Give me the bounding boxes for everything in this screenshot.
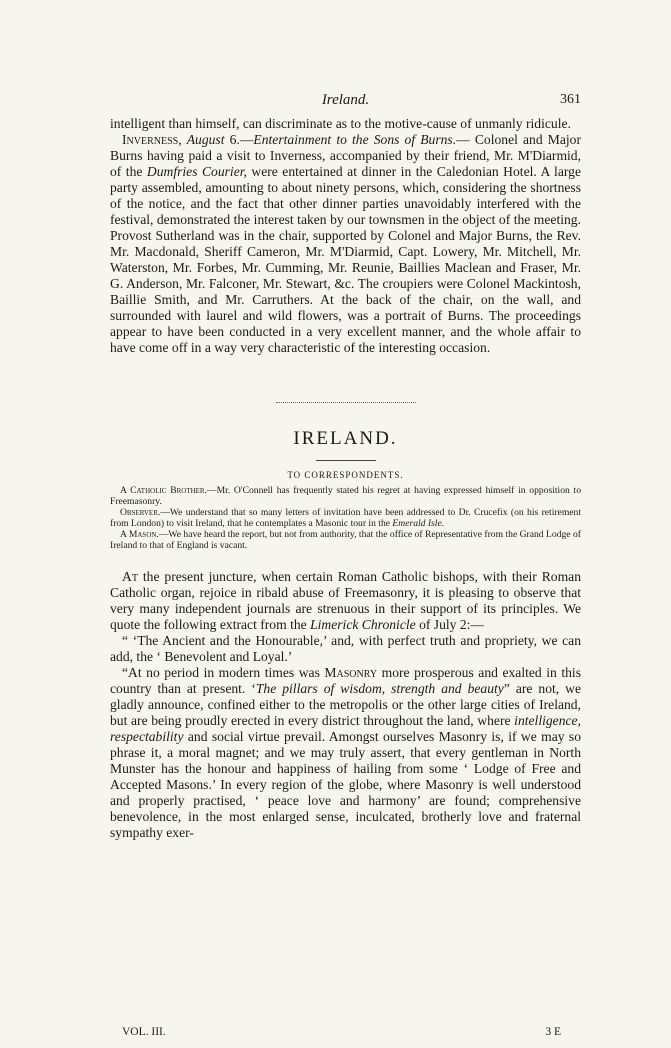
paragraph-inverness: Inverness, August 6.—Entertainment to the Sons of Burns.— Colonel and Major Burns having paid a visit to Inverness, accompanied by their friend, Mr. M'Diarmid, of the Dumfries Courier, were entertained at dinner in the Caledonian Hotel. A large party assembled, amounting to about ninety persons, which, considering the shortness of the notice, and the fact that other dinner parties unavoidably interfered with the festival, demonstrated the interest taken by our townsmen in the object of the meeting. Provost Sutherland was in the chair, supported by Colonel and Major Burns, the Rev. Mr. Macdonald, Sheriff Cameron, Mr. M'Diarmid, Capt. Lowery, Mr. Mitchell, Mr. Waterston, Mr. Forbes, Mr. Cumming, Mr. Reunie, Baillies Maclean and Fraser, Mr. G. Anderson, Mr. Falconer, Mr. Stewart, &c. The croupiers were Colonel Mackintosh, Baillie Smith, and Mr. Carruthers. At the back of the chair, on the wall, and surrounded with laurel and wild flowers, was a portrait of Burns. The proceedings appear to have been conducted in a very excellent manner, and the whole affair to have come off in a way very characteristic of the interesting occasion.: [110, 132, 581, 355]
paragraph-juncture: At the present juncture, when certain Roman Catholic bishops, with their Roman Catholic organ, rejoice in ribald abuse of Freemasonry, it is pleasing to observe that very many independent journals are strenuous in their support of its principles. We quote the following extract from the Limerick Chronicle of July 2:—: [110, 569, 581, 632]
running-title: Ireland.: [321, 92, 370, 108]
page-number: 361: [560, 92, 581, 107]
correspondent-note: Observer.—We understand that so many letters of invitation have been addressed to Dr. Crucefix (on his retirement from London) to visit Ireland, that he contemplates a Masonic tour in the Emerald Isle.: [110, 507, 581, 529]
signature-mark: 3 E: [545, 1026, 561, 1038]
newspaper-name: Dumfries Courier,: [146, 164, 247, 179]
ireland-article: [110, 569, 581, 841]
quoted-paragraph: “ ‘The Ancient and the Honourable,’ and, with perfect truth and propriety, we can add, the ‘ Benevolent and Loyal.’: [110, 633, 581, 664]
section-heading: IRELAND.: [293, 428, 398, 449]
place-name: Inverness,: [122, 132, 182, 147]
quoted-paragraph: “At no period in modern times was Masonry more prosperous and exalted in this country than at present. ‘The pillars of wisdom, strength and beauty” are not, we gladly announce, confined either to the metropolis or the other large cities of Ireland, but are being proudly erected in every district throughout the land, where intelligence, respectability and social virtue prevail. Amongst ourselves Masonry is, if we may so phrase it, a moral magnet; and we may truly assert, that every gentleman in North Munster has the honour and happiness of hailing from some ‘ Lodge of Free and Accepted Masons.’ In every region of the globe, where Masonry is well understood and properly practised, ‘ peace love and harmony’ are found; comprehensive benevolence, in the most enlarged sense, inculcated, brotherly love and fraternal sympathy exer-: [110, 665, 581, 840]
date-word: August: [186, 132, 225, 147]
page-footer: [122, 1026, 561, 1038]
paragraph-continued: intelligent than himself, can discriminate as to the motive-cause of unmanly ridicule.: [110, 116, 571, 131]
correspondent-note: A Catholic Brother.—Mr. O'Connell has frequently stated his regret at having expressed himself in opposition to Freemasonry.: [110, 485, 581, 507]
volume-label: VOL. III.: [122, 1026, 166, 1038]
heading-rule: [316, 460, 376, 461]
article-title: Entertainment to the Sons of Burns.: [253, 132, 457, 147]
running-head: [110, 92, 581, 116]
correspondent-note: A Mason.—We have heard the report, but not from authority, that the office of Representative from the Grand Lodge of Ireland to that of England is vacant.: [110, 529, 581, 551]
section-divider: [276, 402, 416, 403]
newspaper-name: Limerick Chronicle: [310, 617, 416, 632]
correspondents-heading: TO CORRESPONDENTS.: [287, 470, 404, 480]
